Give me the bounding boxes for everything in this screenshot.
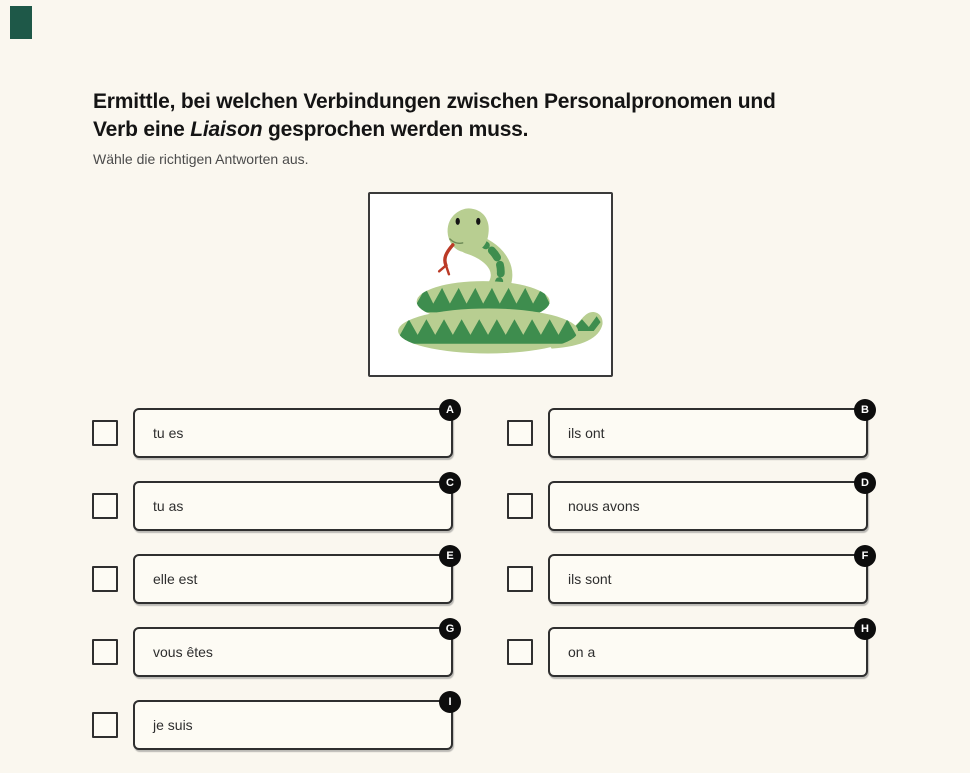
answer-label: tu as [153,498,184,514]
answer-option [92,623,512,677]
illustration-card [368,192,613,377]
answer-label: vous êtes [153,644,213,660]
answer-letter-badge: H [854,618,876,640]
answer-label: ils sont [568,571,612,587]
exercise-title [93,88,913,144]
answer-checkbox[interactable] [507,493,533,519]
answer-letter-badge: G [439,618,461,640]
answer-checkbox[interactable] [92,712,118,738]
title-line1: Ermittle, bei welchen Verbindungen zwischen Personalpronomen und [93,90,776,113]
answer-checkbox[interactable] [507,639,533,665]
answer-box[interactable] [133,696,453,750]
answer-letter-badge: F [854,545,876,567]
snake-illustration [370,194,611,375]
answer-letter-badge: A [439,399,461,421]
answer-option [92,477,512,531]
answer-letter-badge: I [439,691,461,713]
answer-box[interactable] [548,550,869,604]
answer-letter-badge: C [439,472,461,494]
answer-letter-badge: E [439,545,461,567]
answer-label: on a [568,644,596,660]
answer-option [507,404,927,458]
answer-checkbox[interactable] [92,493,118,519]
exercise-instruction: Wähle die richtigen Antworten aus. [93,151,309,167]
corner-decoration [10,6,32,39]
answer-label: elle est [153,571,198,587]
answer-checkbox[interactable] [507,420,533,446]
answer-label: nous avons [568,498,640,514]
answer-option [507,623,927,677]
answer-option [507,477,927,531]
answer-label: ils ont [568,425,605,441]
title-line2-pre: Verb eine [93,118,191,141]
answer-box[interactable] [548,404,869,458]
answer-box[interactable] [548,623,869,677]
answer-option [92,696,512,750]
answer-box[interactable] [133,623,455,677]
answer-box[interactable] [548,477,869,531]
answer-box[interactable] [133,404,454,458]
answer-option [507,550,927,604]
answer-checkbox[interactable] [92,566,118,592]
answer-box[interactable] [133,550,454,604]
answer-letter-badge: B [854,399,876,421]
answer-box[interactable] [133,477,454,531]
title-line2-italic: Liaison [190,118,263,141]
answer-option [92,404,512,458]
answer-checkbox[interactable] [92,420,118,446]
answer-checkbox[interactable] [507,566,533,592]
answer-letter-badge: D [854,472,876,494]
answer-checkbox[interactable] [92,639,118,665]
answer-option [92,550,512,604]
title-line2-post: gesprochen werden muss. [262,118,529,141]
answer-label: je suis [153,717,193,733]
answer-label: tu es [153,425,184,441]
